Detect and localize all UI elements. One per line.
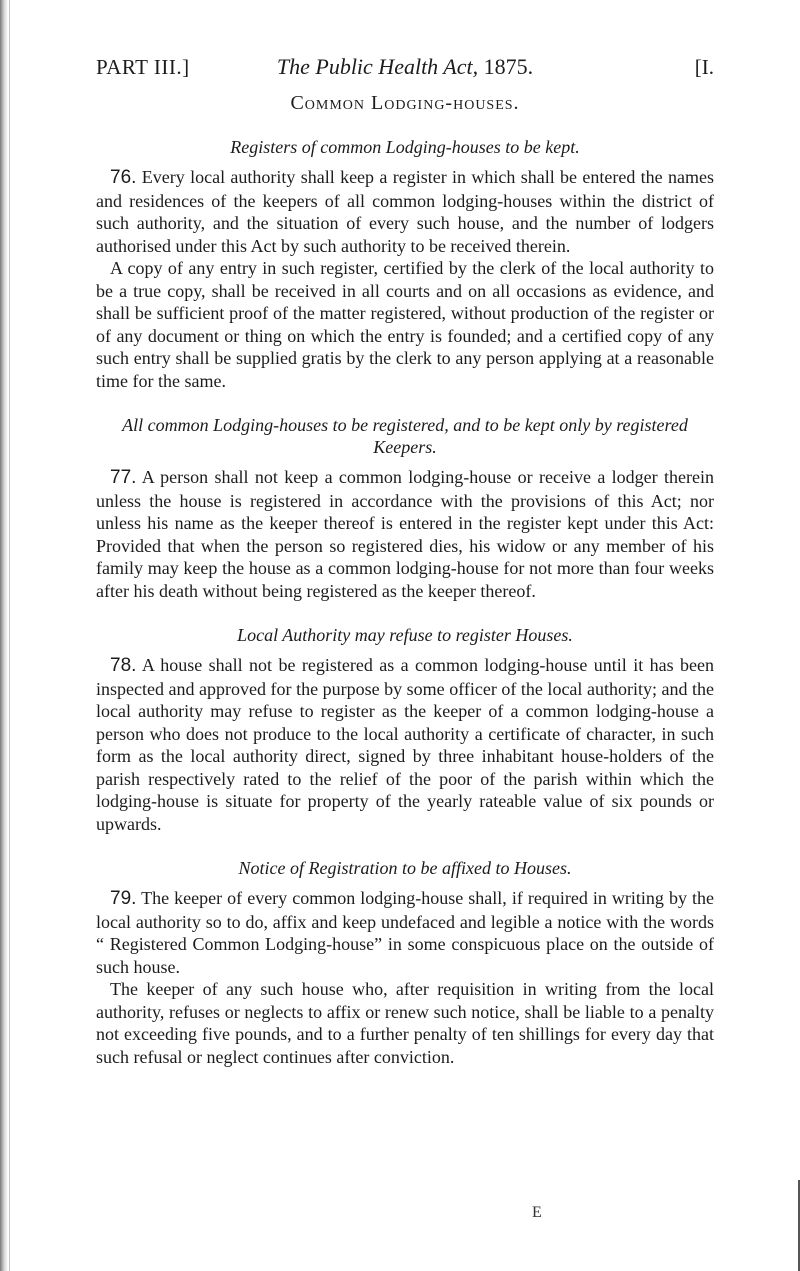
signature-mark: E [532, 1204, 542, 1221]
running-head-part: PART III.] [96, 55, 190, 79]
section-78-paragraph-1 [96, 654, 714, 835]
section-76-paragraph-2: A copy of any entry in such register, certified by the clerk of the local authority to be a true copy, shall be received in all courts and on all occasions as evidence, and shall be sufficient proof of the matter registered, without production of the register or of any document or thing on which the entry is founded; and a certified copy of any such entry shall be supplied gratis by the clerk to any person applying at a reasonable time for the same. [96, 258, 714, 391]
section-79-text-1: The keeper of every common lodging-house shall, if required in writing by the local authority so to do, affix and keep undefaced and legible a notice with the words “ Registered Common Lodging-house” in some conspicuous place on the outside of such house. [96, 888, 714, 977]
running-head-title [96, 44, 714, 90]
section-79-paragraph-2: The keeper of any such house who, after requisition in writing from the local authority, refuses or neglects to affix or renew such notice, shall be liable to a penalty not exceeding five pounds, and to a further penalty of ten shillings for every day that such refusal or neglect continues after conviction. [96, 979, 714, 1067]
section-76-paragraph-1 [96, 166, 714, 257]
section-78-text-1: A house shall not be registered as a common lodging-house until it has been inspected and approved for the purpose by some officer of the local authority; and the local authority may refuse to register as the keeper of a common lodging-house a person who does not produce to the local authority a certificate of character, in such form as the local authority direct, signed by three inhabitant house-holders of the parish respectively rated to the relief of the poor of the parish within which the lodging-house is situate for property of the yearly rateable value of six pounds or upwards. [96, 655, 714, 834]
section-77-number: 77. [110, 467, 137, 488]
page-spine-shadow [0, 0, 8, 1271]
section-79-number: 79. [110, 888, 137, 909]
book-page [96, 44, 714, 1068]
page-spine-line [9, 0, 10, 1271]
section-77-text-1: A person shall not keep a common lodging-house or receive a lodger therein unless the house is registered in accordance with the provisions of this Act; nor unless his name as the keeper thereof is entered in the register kept under this Act: Provided that when the person so registered dies, his widow or any member of his family may keep the house as a common lodging-house for not more than four weeks after his death without being registered as the keeper thereof. [96, 467, 714, 601]
section-78-heading: Local Authority may refuse to register Houses. [237, 625, 573, 645]
running-head [96, 44, 714, 90]
section-77-heading: All common Lodging-houses to be registered, and to be kept only by registered Keepers. [122, 415, 688, 457]
section-76-text-1: Every local authority shall keep a register in which shall be entered the names and residences of the keepers of all common lodging-houses within the district of such authority, and the situation of every such house, and the number of lodgers authorised under this Act by such authority to be received therein. [96, 167, 715, 256]
running-head-year: 1875. [483, 54, 534, 79]
section-79-paragraph-1 [96, 887, 714, 978]
running-head-act-title: The Public Health Act, [276, 54, 479, 79]
part-title: Common Lodging-houses. [290, 92, 520, 114]
section-76-number: 76. [110, 167, 137, 188]
section-77-paragraph-1 [96, 466, 714, 602]
section-79-heading: Notice of Registration to be affixed to Houses. [238, 858, 572, 878]
section-78-number: 78. [110, 655, 137, 676]
running-head-signature: [I. [694, 55, 714, 79]
section-76-heading: Registers of common Lodging-houses to be kept. [230, 137, 580, 157]
